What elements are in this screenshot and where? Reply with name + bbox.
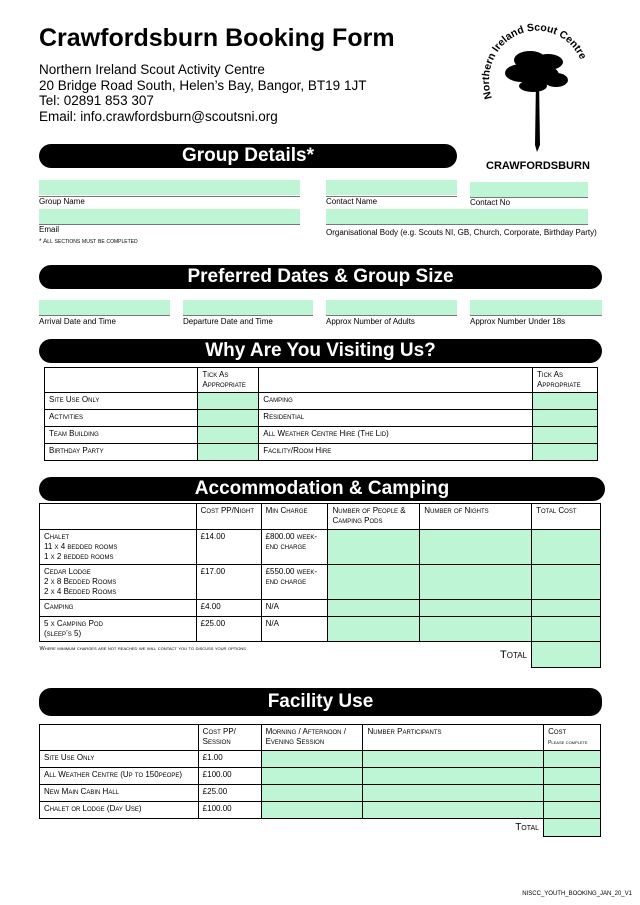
visit-table — [44, 367, 598, 461]
table-row — [40, 751, 601, 768]
nights-input[interactable] — [420, 617, 532, 642]
nights-input[interactable] — [420, 565, 532, 600]
total-cost-input[interactable] — [532, 530, 601, 565]
section-heading-group: Group Details* — [39, 144, 457, 168]
divider — [470, 315, 602, 316]
document-code: NISCC_YOUTH_BOOKING_JAN_20_V1 — [522, 891, 632, 897]
accom-header: Number of People & Camping Pods — [328, 504, 420, 530]
people-input[interactable] — [328, 600, 420, 617]
participants-input[interactable] — [363, 768, 544, 785]
session-input[interactable] — [261, 802, 363, 819]
cost-input[interactable] — [544, 768, 601, 785]
row-min: N/A — [261, 617, 328, 642]
row-name: Camping — [40, 600, 197, 617]
accom-header: Min Charge — [261, 504, 328, 530]
org-body-input[interactable] — [326, 209, 588, 224]
table-row — [40, 785, 601, 802]
row-name: 5 x Camping Pod — [44, 619, 103, 628]
session-input[interactable] — [261, 768, 363, 785]
total-cost-input[interactable] — [532, 617, 601, 642]
tick-residential[interactable] — [533, 410, 598, 427]
section-heading-accommodation: Accommodation & Camping — [39, 477, 605, 501]
facility-cost: £100.00 — [198, 768, 261, 785]
table-row — [40, 802, 601, 819]
contact-name-input[interactable] — [326, 180, 457, 195]
participants-input[interactable] — [363, 785, 544, 802]
divider — [39, 224, 300, 225]
facility-total-label: Total — [515, 821, 540, 833]
total-cost-input[interactable] — [532, 600, 601, 617]
row-sub: 2 x 8 Bedded Rooms — [44, 577, 117, 586]
address-block — [39, 62, 366, 124]
row-sub: 11 x 4 bedded rooms — [44, 542, 118, 551]
table-row — [40, 565, 601, 600]
cost-subheader: Please complete — [548, 740, 588, 746]
tick-activities[interactable] — [198, 410, 259, 427]
org-name: Northern Ireland Scout Activity Centre — [39, 62, 265, 77]
contact-name-label: Contact Name — [326, 197, 378, 206]
total-cost-input[interactable] — [532, 565, 601, 600]
divider — [183, 315, 313, 316]
tel-line: Tel: 02891 853 307 — [39, 93, 154, 108]
adults-input[interactable] — [326, 300, 457, 315]
mandatory-note: * All sections must be completed — [39, 238, 138, 245]
row-name: Cedar Lodge — [44, 567, 91, 576]
visit-option-label: Team Building — [45, 427, 198, 444]
under18-label: Approx Number Under 18s — [470, 317, 566, 326]
facility-name: Site Use Only — [40, 751, 199, 768]
facility-header: Cost PP/ Session — [198, 725, 261, 751]
row-cost: £17.00 — [196, 565, 261, 600]
arrival-input[interactable] — [39, 300, 170, 315]
table-row — [40, 768, 601, 785]
row-min: £800.00 week-end charge — [261, 530, 328, 565]
min-charge-note: Where minimum charges are not reached we will contact you to discuss your options — [39, 646, 246, 652]
people-input[interactable] — [328, 565, 420, 600]
table-row — [40, 617, 601, 642]
tick-birthday-party[interactable] — [198, 444, 259, 461]
arrival-label: Arrival Date and Time — [39, 317, 116, 326]
row-min: £550.00 week-end charge — [261, 565, 328, 600]
accom-header: Total Cost — [532, 504, 601, 530]
nights-input[interactable] — [420, 600, 532, 617]
org-body-label: Organisational Body (e.g. Scouts NI, GB, Church, Corporate, Birthday Party) — [326, 228, 597, 237]
visit-option-label: Residential — [259, 410, 533, 427]
facility-name: Chalet or Lodge (Day Use) — [40, 802, 199, 819]
accom-total-label: Total — [500, 648, 528, 661]
group-name-input[interactable] — [39, 180, 300, 195]
session-input[interactable] — [261, 785, 363, 802]
accommodation-table — [39, 503, 601, 668]
divider — [326, 224, 588, 225]
accom-header: Number of Nights — [420, 504, 532, 530]
tick-facility-hire[interactable] — [533, 444, 598, 461]
row-min: N/A — [261, 600, 328, 617]
participants-input[interactable] — [363, 802, 544, 819]
cost-input[interactable] — [544, 802, 601, 819]
departure-input[interactable] — [183, 300, 313, 315]
facility-table — [39, 724, 601, 837]
row-cost: £14.00 — [196, 530, 261, 565]
people-input[interactable] — [328, 617, 420, 642]
people-input[interactable] — [328, 530, 420, 565]
facility-header: Cost — [548, 727, 567, 736]
page-title: Crawfordsburn Booking Form — [39, 24, 395, 52]
visit-option-label: Site Use Only — [45, 393, 198, 410]
accom-total-input[interactable] — [532, 642, 601, 668]
section-heading-dates: Preferred Dates & Group Size — [39, 265, 602, 289]
contact-no-input[interactable] — [470, 182, 588, 197]
facility-total-input[interactable] — [544, 819, 601, 837]
group-name-label: Group Name — [39, 197, 85, 206]
session-input[interactable] — [261, 751, 363, 768]
facility-header: Number Participants — [363, 725, 544, 751]
logo-name: CRAWFORDSBURN — [486, 160, 590, 172]
tick-camping[interactable] — [533, 393, 598, 410]
logo — [478, 20, 598, 175]
divider — [39, 315, 170, 316]
contact-no-label: Contact No — [470, 198, 511, 207]
row-cost: £4.00 — [196, 600, 261, 617]
email-line: Email: info.crawfordsburn@scoutsni.org — [39, 108, 278, 124]
under18-input[interactable] — [470, 300, 602, 315]
tick-header: Tick As Appropriate — [198, 368, 259, 393]
row-sub: 1 x 2 bedded rooms — [44, 552, 114, 561]
facility-cost: £1.00 — [198, 751, 261, 768]
tick-site-use-only[interactable] — [198, 393, 259, 410]
email-label: Email — [39, 225, 60, 234]
visit-option-label: Activities — [45, 410, 198, 427]
facility-cost: £100.00 — [198, 802, 261, 819]
row-sub: (sleep’s 5) — [44, 629, 82, 638]
participants-input[interactable] — [363, 751, 544, 768]
visit-option-label: All Weather Centre Hire (The Lid) — [259, 427, 533, 444]
facility-header: Morning / Afternoon / Evening Session — [261, 725, 363, 751]
row-cost: £25.00 — [196, 617, 261, 642]
tick-team-building[interactable] — [198, 427, 259, 444]
email-input[interactable] — [39, 209, 300, 224]
cost-input[interactable] — [544, 785, 601, 802]
facility-name: New Main Cabin Hall — [40, 785, 199, 802]
logo-arc-text: Northern Ireland Scout Centre — [479, 21, 589, 101]
scout-tree-logo-icon — [478, 20, 598, 155]
section-heading-facility: Facility Use — [39, 688, 602, 716]
facility-cost: £25.00 — [198, 785, 261, 802]
tick-header: Tick As Appropriate — [533, 368, 598, 393]
row-sub: 2 x 4 Bedded Rooms — [44, 587, 117, 596]
tick-all-weather[interactable] — [533, 427, 598, 444]
table-row — [40, 600, 601, 617]
facility-name: All Weather Centre (Up to 150peope) — [40, 768, 199, 785]
section-heading-visit: Why Are You Visiting Us? — [39, 339, 602, 363]
departure-label: Departure Date and Time — [183, 317, 273, 326]
visit-option-label: Camping — [259, 393, 533, 410]
visit-option-label: Birthday Party — [45, 444, 198, 461]
cost-input[interactable] — [544, 751, 601, 768]
accom-header: Cost PP/Night — [196, 504, 261, 530]
nights-input[interactable] — [420, 530, 532, 565]
row-name: Chalet — [44, 532, 70, 541]
divider — [326, 315, 457, 316]
table-row — [40, 530, 601, 565]
adults-label: Approx Number of Adults — [326, 317, 415, 326]
address-line: 20 Bridge Road South, Helen’s Bay, Bangor, BT19 1JT — [39, 77, 367, 93]
visit-option-label: Facility/Room Hire — [259, 444, 533, 461]
